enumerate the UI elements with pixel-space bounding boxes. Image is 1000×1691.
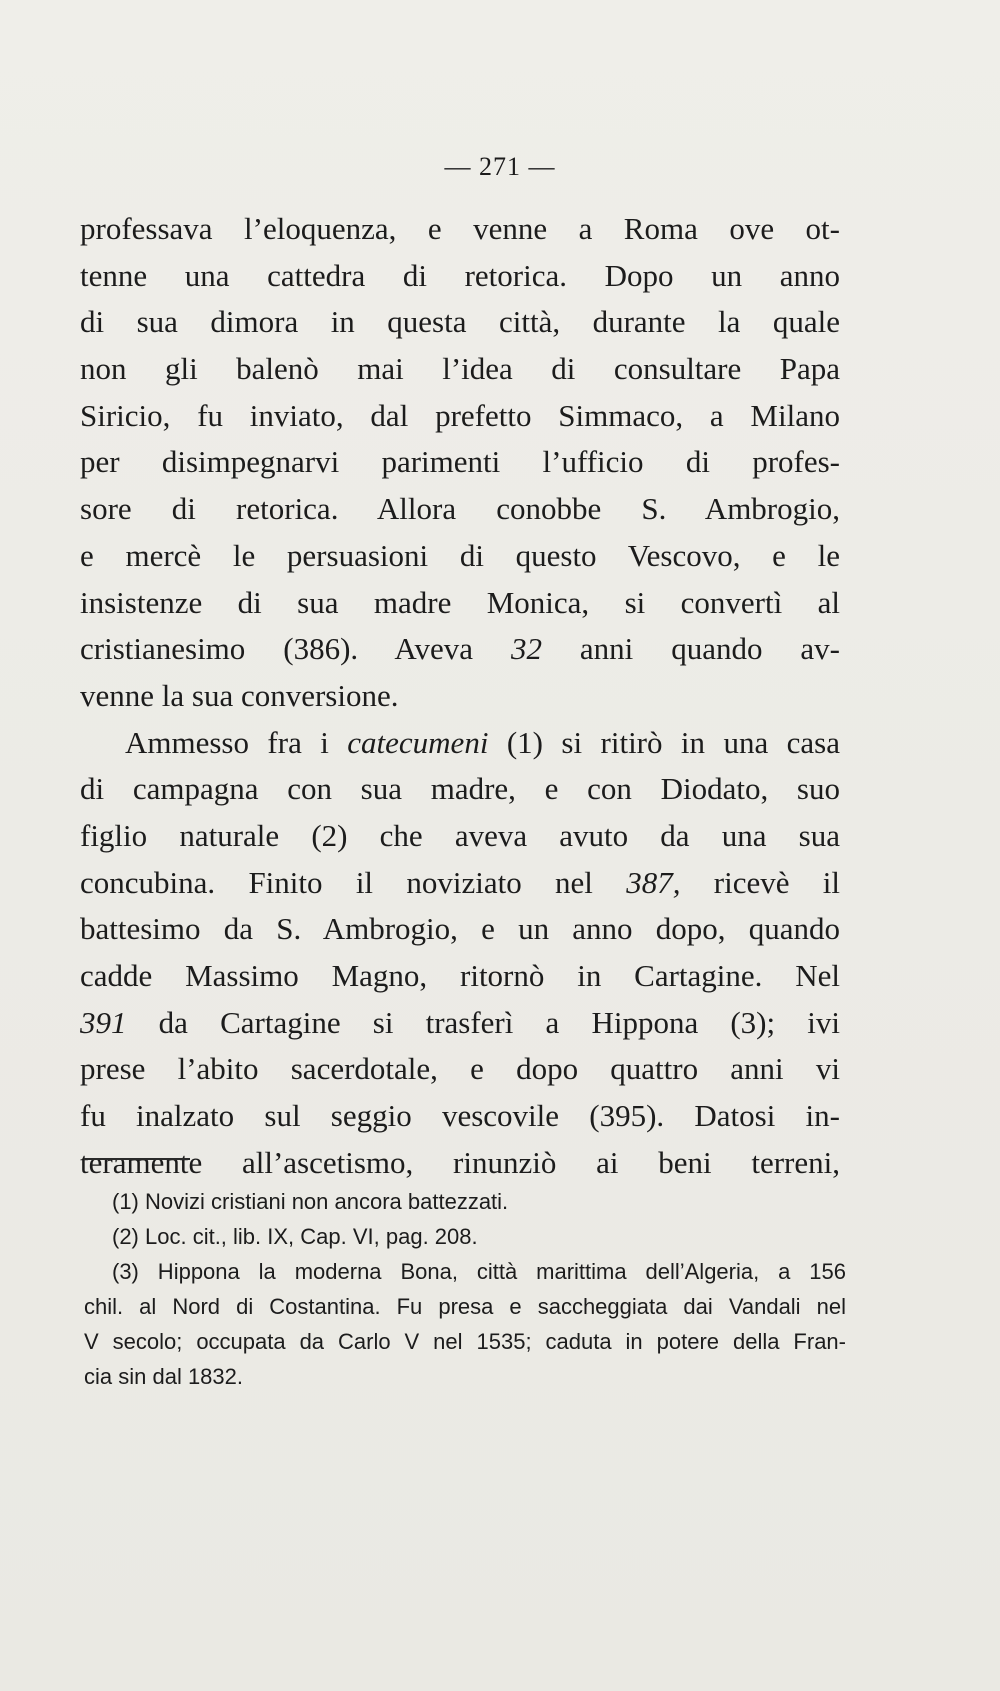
text-line: per disimpegnarvi parimenti l’ufficio di profes-: [80, 444, 840, 480]
body-text: [80, 206, 840, 1186]
text-segment: da Cartagine si trasferì a Hippona (3); ivi: [158, 1004, 840, 1040]
text-segment: anni quando av-: [579, 631, 841, 667]
text-line: fu inalzato sul seggio vescovile (395). Datosi in-: [80, 1098, 840, 1134]
text-line: prese l’abito sacerdotale, e dopo quattro anni vi: [80, 1051, 840, 1087]
footnote-line: (2) Loc. cit., lib. IX, Cap. VI, pag. 208.: [112, 1224, 478, 1249]
text-line: e mercè le persuasioni di questo Vescovo, e le: [80, 537, 840, 573]
footnote-line: V secolo; occupata da Carlo V nel 1535; caduta in potere della Fran-: [84, 1329, 846, 1354]
footnote-line: chil. al Nord di Costantina. Fu presa e saccheggiata dai Vandali nel: [84, 1294, 846, 1319]
text-line: [80, 626, 840, 673]
text-line: cadde Massimo Magno, ritornò in Cartagine. Nel: [80, 958, 840, 993]
text-line: sore di retorica. Allora conobbe S. Ambrogio,: [80, 491, 840, 527]
footnote-divider: [84, 1158, 190, 1160]
text-line: non gli balenò mai l’idea di consultare Papa: [80, 351, 840, 387]
text-line: di campagna con sua madre, e con Diodato, suo: [80, 771, 840, 807]
footnote-line: cia sin dal 1832.: [84, 1364, 243, 1389]
text-line: insistenze di sua madre Monica, si convertì al: [80, 584, 840, 620]
italic-term: catecumeni: [347, 724, 489, 760]
text-line: [80, 1000, 840, 1047]
text-line: teramente all’ascetismo, rinunziò ai beni terreni,: [80, 1144, 840, 1180]
text-segment: (1) si ritirò in una casa: [506, 724, 840, 760]
italic-year: 387,: [626, 864, 681, 900]
text-line: tenne una cattedra di retorica. Dopo un anno: [80, 257, 840, 293]
text-line: venne la sua conversione.: [80, 677, 399, 713]
text-line: battesimo da S. Ambrogio, e un anno dopo, quando: [80, 911, 840, 947]
text-line: [80, 860, 840, 907]
text-line: figlio naturale (2) che aveva avuto da una sua: [80, 817, 840, 853]
text-segment: Ammesso fra i: [125, 724, 329, 760]
paragraph-start-line: [80, 720, 840, 767]
text-line: di sua dimora in questa città, durante la quale: [80, 304, 840, 340]
text-segment: cristianesimo (386). Aveva: [80, 631, 473, 667]
text-line: Siricio, fu inviato, dal prefetto Simmaco, a Milano: [80, 397, 840, 433]
text-segment: concubina. Finito il noviziato nel: [80, 864, 593, 900]
italic-year: 391: [80, 1004, 127, 1040]
italic-year: 32: [510, 631, 542, 667]
footnotes: [84, 1184, 846, 1394]
page-number: — 271 —: [444, 152, 556, 181]
footnote-line: (3) Hippona la moderna Bona, città marittima dell’Algeria, a 156: [112, 1259, 846, 1284]
footnote-line: (1) Novizi cristiani non ancora battezzati.: [112, 1189, 509, 1214]
text-line: professava l’eloquenza, e venne a Roma ove ot-: [80, 211, 840, 246]
text-segment: ricevè il: [713, 864, 841, 900]
